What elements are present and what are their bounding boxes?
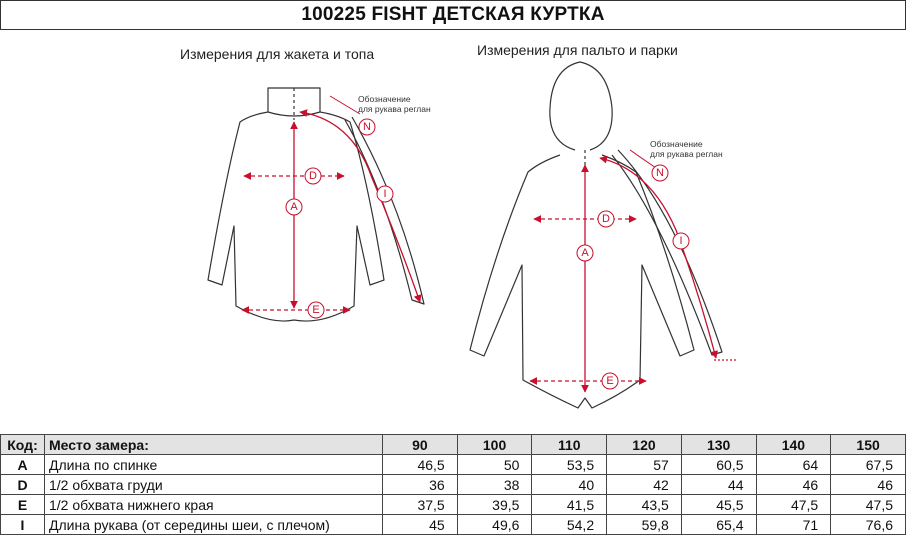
jacket-outline (208, 88, 424, 321)
coat-raglan-note-line2: для рукава реглан (650, 149, 723, 159)
table-row (1, 515, 906, 535)
cell-value: 38 (457, 475, 532, 495)
cell-value: 60,5 (681, 455, 756, 475)
cell-value: 47,5 (756, 495, 831, 515)
cell-value: 45,5 (681, 495, 756, 515)
row-code: A (1, 455, 45, 475)
cell-value: 44 (681, 475, 756, 495)
cell-value: 41,5 (532, 495, 607, 515)
row-code: D (1, 475, 45, 495)
cell-value: 76,6 (831, 515, 906, 535)
cell-value: 42 (607, 475, 682, 495)
coat-marker-e-label: E (606, 375, 614, 387)
coat-marker-a-label: A (581, 247, 589, 259)
jacket-raglan-note-line1: Обозначение (358, 94, 411, 104)
cell-value: 64 (756, 455, 831, 475)
size-header: 90 (383, 435, 458, 455)
coat-markers (577, 165, 689, 389)
size-header: 110 (532, 435, 607, 455)
cell-value: 49,6 (457, 515, 532, 535)
size-header: 130 (681, 435, 756, 455)
jacket-raglan-note-line2: для рукава реглан (358, 104, 431, 114)
coat-marker-d-label: D (602, 213, 610, 225)
cell-value: 67,5 (831, 455, 906, 475)
coat-outline (470, 62, 738, 408)
table-row (1, 455, 906, 475)
cell-value: 46,5 (383, 455, 458, 475)
jacket-caption: Измерения для жакета и топа (180, 46, 375, 62)
cell-value: 57 (607, 455, 682, 475)
table-row (1, 495, 906, 515)
cell-value: 46 (756, 475, 831, 495)
row-place: Длина по спинке (45, 455, 383, 475)
jacket-marker-d-label: D (309, 170, 317, 182)
coat-raglan-note-line1: Обозначение (650, 139, 703, 149)
code-header: Код: (1, 435, 45, 455)
cell-value: 71 (756, 515, 831, 535)
cell-value: 59,8 (607, 515, 682, 535)
jacket-marker-i-label: I (383, 188, 387, 200)
cell-value: 40 (532, 475, 607, 495)
row-place: 1/2 обхвата нижнего края (45, 495, 383, 515)
cell-value: 36 (383, 475, 458, 495)
cell-value: 43,5 (607, 495, 682, 515)
cell-value: 39,5 (457, 495, 532, 515)
jacket-marker-a-label: A (290, 201, 298, 213)
cell-value: 37,5 (383, 495, 458, 515)
jacket-marker-n-label: N (363, 121, 371, 133)
page-title: 100225 FISHT ДЕТСКАЯ КУРТКА (301, 4, 605, 25)
cell-value: 65,4 (681, 515, 756, 535)
jacket-markers (286, 119, 393, 318)
coat-marker-n-label: N (656, 167, 664, 179)
cell-value: 53,5 (532, 455, 607, 475)
jacket-marker-e-label: E (312, 304, 320, 316)
jacket-marker-labels (290, 121, 386, 316)
cell-value: 45 (383, 515, 458, 535)
size-table-header-row (1, 435, 906, 455)
cell-value: 54,2 (532, 515, 607, 535)
size-header: 140 (756, 435, 831, 455)
coat-marker-i-label: I (679, 235, 683, 247)
coat-measure-lines (530, 150, 716, 392)
row-place: Длина рукава (от середины шеи, с плечом) (45, 515, 383, 535)
row-place: 1/2 обхвата груди (45, 475, 383, 495)
cell-value: 47,5 (831, 495, 906, 515)
place-header: Место замера: (45, 435, 383, 455)
row-code: E (1, 495, 45, 515)
size-header: 150 (831, 435, 906, 455)
cell-value: 50 (457, 455, 532, 475)
table-row (1, 475, 906, 495)
size-table (0, 434, 906, 535)
cell-value: 46 (831, 475, 906, 495)
size-header: 100 (457, 435, 532, 455)
size-header: 120 (607, 435, 682, 455)
coat-marker-labels (581, 167, 682, 387)
coat-caption: Измерения для пальто и парки (477, 42, 678, 58)
row-code: I (1, 515, 45, 535)
